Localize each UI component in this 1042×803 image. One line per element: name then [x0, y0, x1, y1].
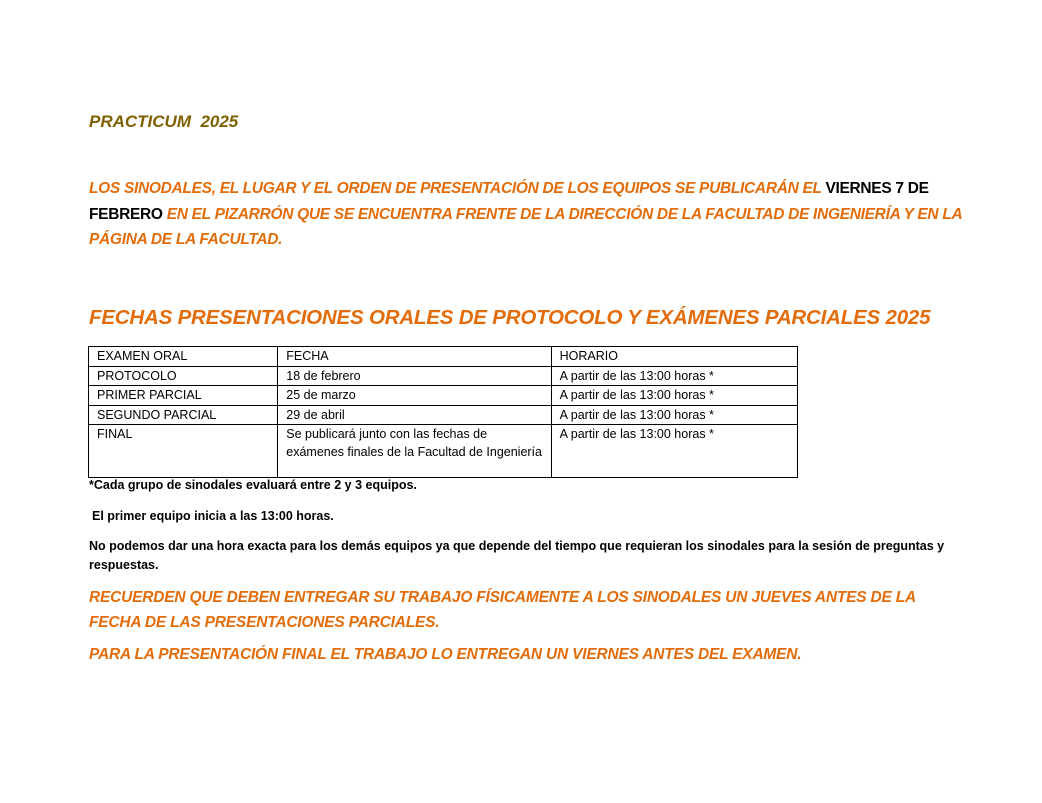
cell-date: Se publicará junto con las fechas de exámenes finales de la Facultad de Ingeniería	[278, 425, 551, 478]
notice-date-highlight: VIERNES 7 DE FEBRERO	[89, 180, 929, 223]
reminder-text: RECUERDEN QUE DEBEN ENTREGAR SU TRABAJO FÍSICAMENTE A LOS SINODALES UN JUEVES ANTES DE LA FECHA DE LAS PRESENTACIONES PARCIALES.	[89, 589, 916, 631]
table-header-row	[89, 347, 798, 367]
table-row	[89, 366, 798, 386]
cell-date: 25 de marzo	[278, 386, 551, 406]
notice-text-end: EN EL PIZARRÓN QUE SE ENCUENTRA FRENTE DE LA DIRECCIÓN DE LA FACULTAD DE INGENIERÍA Y EN LA PÁGINA DE LA FACULTAD.	[89, 205, 962, 248]
cell-time: A partir de las 13:00 horas *	[551, 386, 797, 406]
cell-exam: SEGUNDO PARCIAL	[89, 405, 278, 425]
header-fecha: FECHA	[278, 347, 551, 367]
header-examen-oral: EXAMEN ORAL	[89, 347, 278, 367]
note-groups: *Cada grupo de sinodales evaluará entre 2 y 3 equipos.	[89, 478, 417, 492]
final-presentation-note: PARA LA PRESENTACIÓN FINAL EL TRABAJO LO ENTREGAN UN VIERNES ANTES DEL EXAMEN.	[89, 646, 802, 663]
note-timing: No podemos dar una hora exacta para los demás equipos ya que depende del tiempo que requieran los sinodales para la sesión de preguntas y respuestas.	[89, 539, 945, 572]
table-row	[89, 386, 798, 406]
cell-date: 18 de febrero	[278, 366, 551, 386]
cell-exam: FINAL	[89, 425, 278, 478]
schedule-heading: FECHAS PRESENTACIONES ORALES DE PROTOCOLO Y EXÁMENES PARCIALES 2025	[89, 306, 931, 329]
document-title: PRACTICUM 2025	[89, 112, 239, 131]
cell-date: 29 de abril	[278, 405, 551, 425]
schedule-table	[88, 346, 798, 478]
cell-time: A partir de las 13:00 horas *	[551, 366, 797, 386]
cell-exam: PRIMER PARCIAL	[89, 386, 278, 406]
cell-time: A partir de las 13:00 horas *	[551, 405, 797, 425]
note-first-team: El primer equipo inicia a las 13:00 horas.	[92, 509, 334, 523]
cell-exam: PROTOCOLO	[89, 366, 278, 386]
publication-notice	[89, 176, 969, 253]
cell-time: A partir de las 13:00 horas *	[551, 425, 797, 478]
table-row	[89, 405, 798, 425]
notice-text-start: LOS SINODALES, EL LUGAR Y EL ORDEN DE PRESENTACIÓN DE LOS EQUIPOS SE PUBLICARÁN EL	[89, 180, 826, 197]
header-horario: HORARIO	[551, 347, 797, 367]
table-row	[89, 425, 798, 478]
